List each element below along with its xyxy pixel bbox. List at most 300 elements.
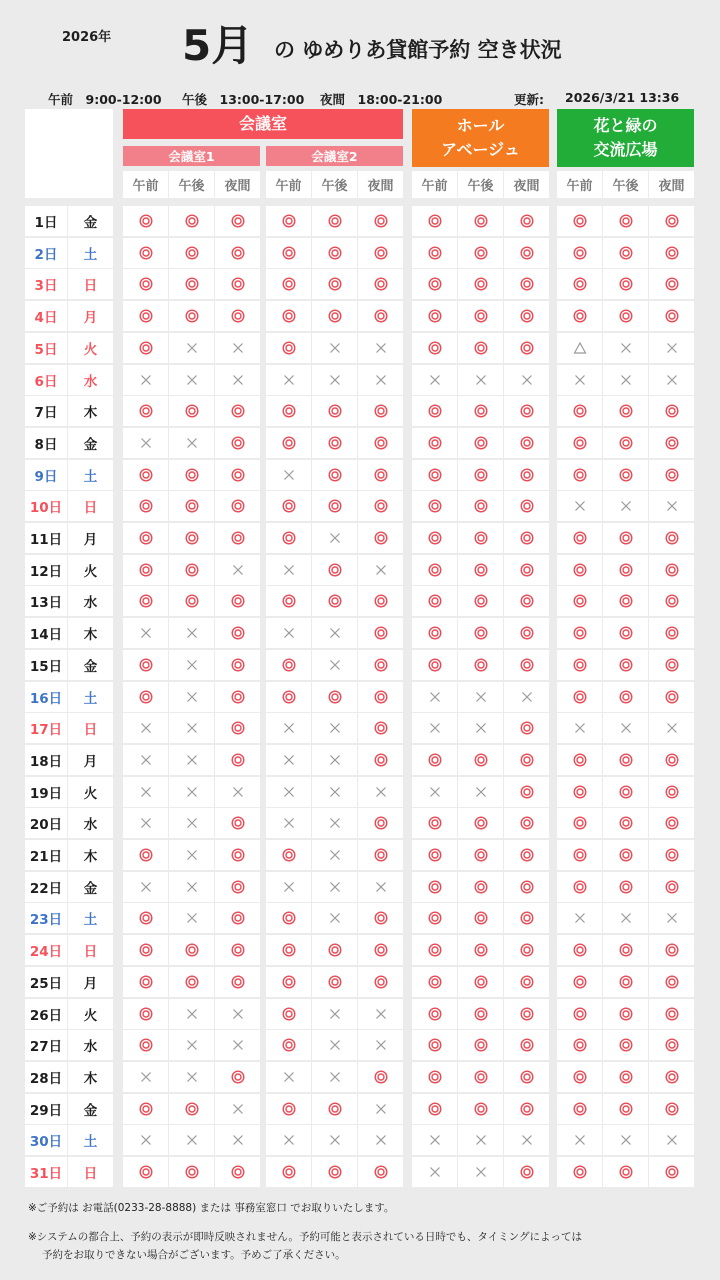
availability-cell[interactable]: [412, 1030, 457, 1060]
availability-cell[interactable]: [603, 967, 648, 997]
availability-cell[interactable]: [458, 1062, 503, 1092]
availability-cell[interactable]: [557, 428, 602, 458]
availability-cell[interactable]: [649, 238, 694, 268]
availability-cell[interactable]: [649, 428, 694, 458]
availability-cell[interactable]: [412, 301, 457, 331]
availability-cell[interactable]: [169, 301, 214, 331]
availability-cell[interactable]: [504, 777, 549, 807]
availability-cell[interactable]: [358, 1157, 403, 1187]
availability-cell[interactable]: [458, 682, 503, 712]
availability-cell[interactable]: [169, 903, 214, 933]
availability-cell[interactable]: [504, 1062, 549, 1092]
availability-cell[interactable]: [412, 840, 457, 870]
availability-cell[interactable]: [458, 808, 503, 838]
availability-cell[interactable]: [312, 586, 357, 616]
availability-cell[interactable]: [504, 745, 549, 775]
availability-cell[interactable]: [412, 460, 457, 490]
availability-cell[interactable]: [169, 1125, 214, 1155]
availability-cell[interactable]: [123, 1094, 168, 1124]
availability-cell[interactable]: [603, 1157, 648, 1187]
availability-cell[interactable]: [504, 301, 549, 331]
availability-cell[interactable]: [557, 808, 602, 838]
availability-cell[interactable]: [169, 713, 214, 743]
availability-cell[interactable]: [312, 903, 357, 933]
availability-cell[interactable]: [412, 967, 457, 997]
availability-cell[interactable]: [603, 1125, 648, 1155]
availability-cell[interactable]: [169, 333, 214, 363]
availability-cell[interactable]: [215, 777, 260, 807]
availability-cell[interactable]: [504, 460, 549, 490]
availability-cell[interactable]: [215, 269, 260, 299]
availability-cell[interactable]: [312, 301, 357, 331]
availability-cell[interactable]: [504, 1094, 549, 1124]
availability-cell[interactable]: [649, 460, 694, 490]
availability-cell[interactable]: [649, 523, 694, 553]
availability-cell[interactable]: [557, 840, 602, 870]
availability-cell[interactable]: [458, 840, 503, 870]
availability-cell[interactable]: [215, 586, 260, 616]
availability-cell[interactable]: [312, 713, 357, 743]
availability-cell[interactable]: [169, 872, 214, 902]
availability-cell[interactable]: [215, 1094, 260, 1124]
availability-cell[interactable]: [458, 1125, 503, 1155]
availability-cell[interactable]: [358, 618, 403, 648]
availability-cell[interactable]: [649, 1125, 694, 1155]
availability-cell[interactable]: [458, 523, 503, 553]
availability-cell[interactable]: [649, 903, 694, 933]
availability-cell[interactable]: [603, 650, 648, 680]
availability-cell[interactable]: [215, 460, 260, 490]
availability-cell[interactable]: [358, 206, 403, 236]
availability-cell[interactable]: [123, 365, 168, 395]
availability-cell[interactable]: [458, 999, 503, 1029]
availability-cell[interactable]: [215, 745, 260, 775]
availability-cell[interactable]: [557, 872, 602, 902]
availability-cell[interactable]: [358, 872, 403, 902]
availability-cell[interactable]: [169, 460, 214, 490]
availability-cell[interactable]: [312, 808, 357, 838]
availability-cell[interactable]: [123, 301, 168, 331]
availability-cell[interactable]: [358, 682, 403, 712]
availability-cell[interactable]: [412, 935, 457, 965]
availability-cell[interactable]: [266, 1030, 311, 1060]
availability-cell[interactable]: [123, 903, 168, 933]
availability-cell[interactable]: [123, 1062, 168, 1092]
availability-cell[interactable]: [412, 682, 457, 712]
availability-cell[interactable]: [458, 650, 503, 680]
availability-cell[interactable]: [557, 301, 602, 331]
availability-cell[interactable]: [266, 238, 311, 268]
availability-cell[interactable]: [266, 1094, 311, 1124]
availability-cell[interactable]: [169, 396, 214, 426]
availability-cell[interactable]: [504, 206, 549, 236]
availability-cell[interactable]: [358, 1094, 403, 1124]
availability-cell[interactable]: [169, 808, 214, 838]
availability-cell[interactable]: [215, 682, 260, 712]
availability-cell[interactable]: [458, 206, 503, 236]
availability-cell[interactable]: [312, 745, 357, 775]
availability-cell[interactable]: [603, 333, 648, 363]
availability-cell[interactable]: [123, 935, 168, 965]
availability-cell[interactable]: [215, 301, 260, 331]
availability-cell[interactable]: [215, 618, 260, 648]
availability-cell[interactable]: [412, 555, 457, 585]
availability-cell[interactable]: [215, 967, 260, 997]
availability-cell[interactable]: [603, 269, 648, 299]
availability-cell[interactable]: [603, 999, 648, 1029]
availability-cell[interactable]: [123, 555, 168, 585]
availability-cell[interactable]: [358, 1062, 403, 1092]
availability-cell[interactable]: [123, 206, 168, 236]
availability-cell[interactable]: [358, 1125, 403, 1155]
availability-cell[interactable]: [358, 650, 403, 680]
availability-cell[interactable]: [215, 1157, 260, 1187]
availability-cell[interactable]: [358, 777, 403, 807]
availability-cell[interactable]: [557, 903, 602, 933]
availability-cell[interactable]: [557, 682, 602, 712]
availability-cell[interactable]: [649, 713, 694, 743]
availability-cell[interactable]: [123, 808, 168, 838]
availability-cell[interactable]: [266, 1062, 311, 1092]
availability-cell[interactable]: [123, 713, 168, 743]
availability-cell[interactable]: [649, 999, 694, 1029]
availability-cell[interactable]: [603, 903, 648, 933]
availability-cell[interactable]: [312, 872, 357, 902]
availability-cell[interactable]: [123, 460, 168, 490]
availability-cell[interactable]: [312, 428, 357, 458]
availability-cell[interactable]: [312, 333, 357, 363]
availability-cell[interactable]: [312, 935, 357, 965]
availability-cell[interactable]: [358, 967, 403, 997]
availability-cell[interactable]: [458, 301, 503, 331]
availability-cell[interactable]: [312, 555, 357, 585]
availability-cell[interactable]: [603, 840, 648, 870]
availability-cell[interactable]: [312, 1125, 357, 1155]
availability-cell[interactable]: [458, 428, 503, 458]
availability-cell[interactable]: [169, 428, 214, 458]
availability-cell[interactable]: [215, 713, 260, 743]
availability-cell[interactable]: [603, 523, 648, 553]
availability-cell[interactable]: [169, 555, 214, 585]
availability-cell[interactable]: [312, 682, 357, 712]
availability-cell[interactable]: [169, 1157, 214, 1187]
availability-cell[interactable]: [266, 903, 311, 933]
availability-cell[interactable]: [169, 650, 214, 680]
availability-cell[interactable]: [458, 777, 503, 807]
availability-cell[interactable]: [169, 1030, 214, 1060]
availability-cell[interactable]: [603, 745, 648, 775]
availability-cell[interactable]: [123, 269, 168, 299]
availability-cell[interactable]: [215, 238, 260, 268]
availability-cell[interactable]: [412, 1157, 457, 1187]
availability-cell[interactable]: [557, 777, 602, 807]
availability-cell[interactable]: [557, 618, 602, 648]
availability-cell[interactable]: [215, 935, 260, 965]
availability-cell[interactable]: [312, 650, 357, 680]
availability-cell[interactable]: [266, 523, 311, 553]
availability-cell[interactable]: [358, 999, 403, 1029]
availability-cell[interactable]: [458, 1030, 503, 1060]
availability-cell[interactable]: [266, 396, 311, 426]
availability-cell[interactable]: [603, 618, 648, 648]
availability-cell[interactable]: [649, 745, 694, 775]
availability-cell[interactable]: [504, 396, 549, 426]
availability-cell[interactable]: [504, 523, 549, 553]
availability-cell[interactable]: [557, 650, 602, 680]
availability-cell[interactable]: [266, 682, 311, 712]
availability-cell[interactable]: [266, 967, 311, 997]
availability-cell[interactable]: [458, 396, 503, 426]
availability-cell[interactable]: [557, 523, 602, 553]
availability-cell[interactable]: [215, 903, 260, 933]
availability-cell[interactable]: [504, 967, 549, 997]
availability-cell[interactable]: [504, 586, 549, 616]
availability-cell[interactable]: [266, 586, 311, 616]
availability-cell[interactable]: [504, 808, 549, 838]
availability-cell[interactable]: [169, 365, 214, 395]
availability-cell[interactable]: [557, 586, 602, 616]
availability-cell[interactable]: [312, 269, 357, 299]
availability-cell[interactable]: [123, 777, 168, 807]
availability-cell[interactable]: [169, 1062, 214, 1092]
availability-cell[interactable]: [358, 903, 403, 933]
availability-cell[interactable]: [649, 206, 694, 236]
availability-cell[interactable]: [215, 650, 260, 680]
availability-cell[interactable]: [557, 999, 602, 1029]
availability-cell[interactable]: [557, 396, 602, 426]
availability-cell[interactable]: [358, 460, 403, 490]
availability-cell[interactable]: [358, 365, 403, 395]
availability-cell[interactable]: [504, 1125, 549, 1155]
availability-cell[interactable]: [412, 206, 457, 236]
availability-cell[interactable]: [123, 1030, 168, 1060]
availability-cell[interactable]: [215, 333, 260, 363]
availability-cell[interactable]: [169, 238, 214, 268]
availability-cell[interactable]: [557, 1062, 602, 1092]
availability-cell[interactable]: [266, 491, 311, 521]
availability-cell[interactable]: [603, 238, 648, 268]
availability-cell[interactable]: [603, 396, 648, 426]
availability-cell[interactable]: [557, 745, 602, 775]
availability-cell[interactable]: [649, 872, 694, 902]
availability-cell[interactable]: [504, 872, 549, 902]
availability-cell[interactable]: [458, 460, 503, 490]
availability-cell[interactable]: [412, 777, 457, 807]
availability-cell[interactable]: [169, 745, 214, 775]
availability-cell[interactable]: [412, 333, 457, 363]
availability-cell[interactable]: [557, 1030, 602, 1060]
availability-cell[interactable]: [169, 523, 214, 553]
availability-cell[interactable]: [169, 777, 214, 807]
availability-cell[interactable]: [603, 555, 648, 585]
availability-cell[interactable]: [266, 206, 311, 236]
availability-cell[interactable]: [504, 365, 549, 395]
availability-cell[interactable]: [603, 872, 648, 902]
availability-cell[interactable]: [603, 1030, 648, 1060]
availability-cell[interactable]: [649, 840, 694, 870]
availability-cell[interactable]: [412, 1125, 457, 1155]
availability-cell[interactable]: [649, 682, 694, 712]
availability-cell[interactable]: [123, 840, 168, 870]
availability-cell[interactable]: [412, 238, 457, 268]
availability-cell[interactable]: [649, 1062, 694, 1092]
availability-cell[interactable]: [649, 1094, 694, 1124]
availability-cell[interactable]: [312, 1062, 357, 1092]
availability-cell[interactable]: [603, 365, 648, 395]
availability-cell[interactable]: [358, 840, 403, 870]
availability-cell[interactable]: [266, 365, 311, 395]
availability-cell[interactable]: [169, 840, 214, 870]
availability-cell[interactable]: [312, 365, 357, 395]
availability-cell[interactable]: [649, 935, 694, 965]
availability-cell[interactable]: [412, 872, 457, 902]
availability-cell[interactable]: [266, 460, 311, 490]
availability-cell[interactable]: [649, 967, 694, 997]
availability-cell[interactable]: [312, 491, 357, 521]
availability-cell[interactable]: [358, 555, 403, 585]
availability-cell[interactable]: [412, 396, 457, 426]
availability-cell[interactable]: [557, 935, 602, 965]
availability-cell[interactable]: [312, 999, 357, 1029]
availability-cell[interactable]: [266, 745, 311, 775]
availability-cell[interactable]: [169, 935, 214, 965]
availability-cell[interactable]: [123, 428, 168, 458]
availability-cell[interactable]: [649, 808, 694, 838]
availability-cell[interactable]: [603, 682, 648, 712]
availability-cell[interactable]: [169, 1094, 214, 1124]
availability-cell[interactable]: [557, 1094, 602, 1124]
availability-cell[interactable]: [649, 777, 694, 807]
availability-cell[interactable]: [504, 1030, 549, 1060]
availability-cell[interactable]: [312, 238, 357, 268]
availability-cell[interactable]: [504, 713, 549, 743]
availability-cell[interactable]: [215, 808, 260, 838]
availability-cell[interactable]: [312, 523, 357, 553]
availability-cell[interactable]: [215, 396, 260, 426]
availability-cell[interactable]: [504, 428, 549, 458]
availability-cell[interactable]: [649, 618, 694, 648]
availability-cell[interactable]: [649, 301, 694, 331]
availability-cell[interactable]: [312, 1030, 357, 1060]
availability-cell[interactable]: [266, 650, 311, 680]
availability-cell[interactable]: [412, 428, 457, 458]
availability-cell[interactable]: [649, 555, 694, 585]
availability-cell[interactable]: [504, 935, 549, 965]
availability-cell[interactable]: [358, 269, 403, 299]
availability-cell[interactable]: [504, 238, 549, 268]
availability-cell[interactable]: [557, 1157, 602, 1187]
availability-cell[interactable]: [557, 1125, 602, 1155]
availability-cell[interactable]: [312, 840, 357, 870]
availability-cell[interactable]: [266, 1157, 311, 1187]
availability-cell[interactable]: [312, 1094, 357, 1124]
availability-cell[interactable]: [412, 618, 457, 648]
availability-cell[interactable]: [312, 460, 357, 490]
availability-cell[interactable]: [603, 808, 648, 838]
availability-cell[interactable]: [358, 745, 403, 775]
availability-cell[interactable]: [458, 238, 503, 268]
availability-cell[interactable]: [603, 301, 648, 331]
availability-cell[interactable]: [266, 618, 311, 648]
availability-cell[interactable]: [215, 872, 260, 902]
availability-cell[interactable]: [266, 269, 311, 299]
availability-cell[interactable]: [557, 460, 602, 490]
availability-cell[interactable]: [123, 523, 168, 553]
availability-cell[interactable]: [358, 935, 403, 965]
availability-cell[interactable]: [649, 365, 694, 395]
availability-cell[interactable]: [412, 1094, 457, 1124]
availability-cell[interactable]: [169, 269, 214, 299]
availability-cell[interactable]: [649, 1030, 694, 1060]
availability-cell[interactable]: [412, 713, 457, 743]
availability-cell[interactable]: [312, 396, 357, 426]
availability-cell[interactable]: [603, 206, 648, 236]
availability-cell[interactable]: [123, 650, 168, 680]
availability-cell[interactable]: [266, 555, 311, 585]
availability-cell[interactable]: [458, 269, 503, 299]
availability-cell[interactable]: [458, 586, 503, 616]
availability-cell[interactable]: [412, 491, 457, 521]
availability-cell[interactable]: [215, 365, 260, 395]
availability-cell[interactable]: [557, 269, 602, 299]
availability-cell[interactable]: [649, 586, 694, 616]
availability-cell[interactable]: [123, 999, 168, 1029]
availability-cell[interactable]: [603, 777, 648, 807]
availability-cell[interactable]: [358, 713, 403, 743]
availability-cell[interactable]: [504, 555, 549, 585]
availability-cell[interactable]: [412, 586, 457, 616]
availability-cell[interactable]: [123, 872, 168, 902]
availability-cell[interactable]: [603, 491, 648, 521]
availability-cell[interactable]: [603, 713, 648, 743]
availability-cell[interactable]: [557, 491, 602, 521]
availability-cell[interactable]: [123, 396, 168, 426]
availability-cell[interactable]: [312, 967, 357, 997]
availability-cell[interactable]: [458, 935, 503, 965]
availability-cell[interactable]: [557, 555, 602, 585]
availability-cell[interactable]: [603, 1094, 648, 1124]
availability-cell[interactable]: [358, 238, 403, 268]
availability-cell[interactable]: [266, 808, 311, 838]
availability-cell[interactable]: [266, 1125, 311, 1155]
availability-cell[interactable]: [169, 618, 214, 648]
availability-cell[interactable]: [358, 586, 403, 616]
availability-cell[interactable]: [215, 206, 260, 236]
availability-cell[interactable]: [412, 903, 457, 933]
availability-cell[interactable]: [504, 999, 549, 1029]
availability-cell[interactable]: [215, 840, 260, 870]
availability-cell[interactable]: [358, 301, 403, 331]
availability-cell[interactable]: [557, 333, 602, 363]
availability-cell[interactable]: [266, 301, 311, 331]
availability-cell[interactable]: [169, 491, 214, 521]
availability-cell[interactable]: [557, 713, 602, 743]
availability-cell[interactable]: [557, 238, 602, 268]
availability-cell[interactable]: [215, 1125, 260, 1155]
availability-cell[interactable]: [169, 586, 214, 616]
availability-cell[interactable]: [169, 206, 214, 236]
availability-cell[interactable]: [603, 935, 648, 965]
availability-cell[interactable]: [123, 586, 168, 616]
availability-cell[interactable]: [603, 1062, 648, 1092]
availability-cell[interactable]: [215, 428, 260, 458]
availability-cell[interactable]: [649, 269, 694, 299]
availability-cell[interactable]: [458, 1094, 503, 1124]
availability-cell[interactable]: [412, 745, 457, 775]
availability-cell[interactable]: [412, 1062, 457, 1092]
availability-cell[interactable]: [312, 618, 357, 648]
availability-cell[interactable]: [649, 333, 694, 363]
